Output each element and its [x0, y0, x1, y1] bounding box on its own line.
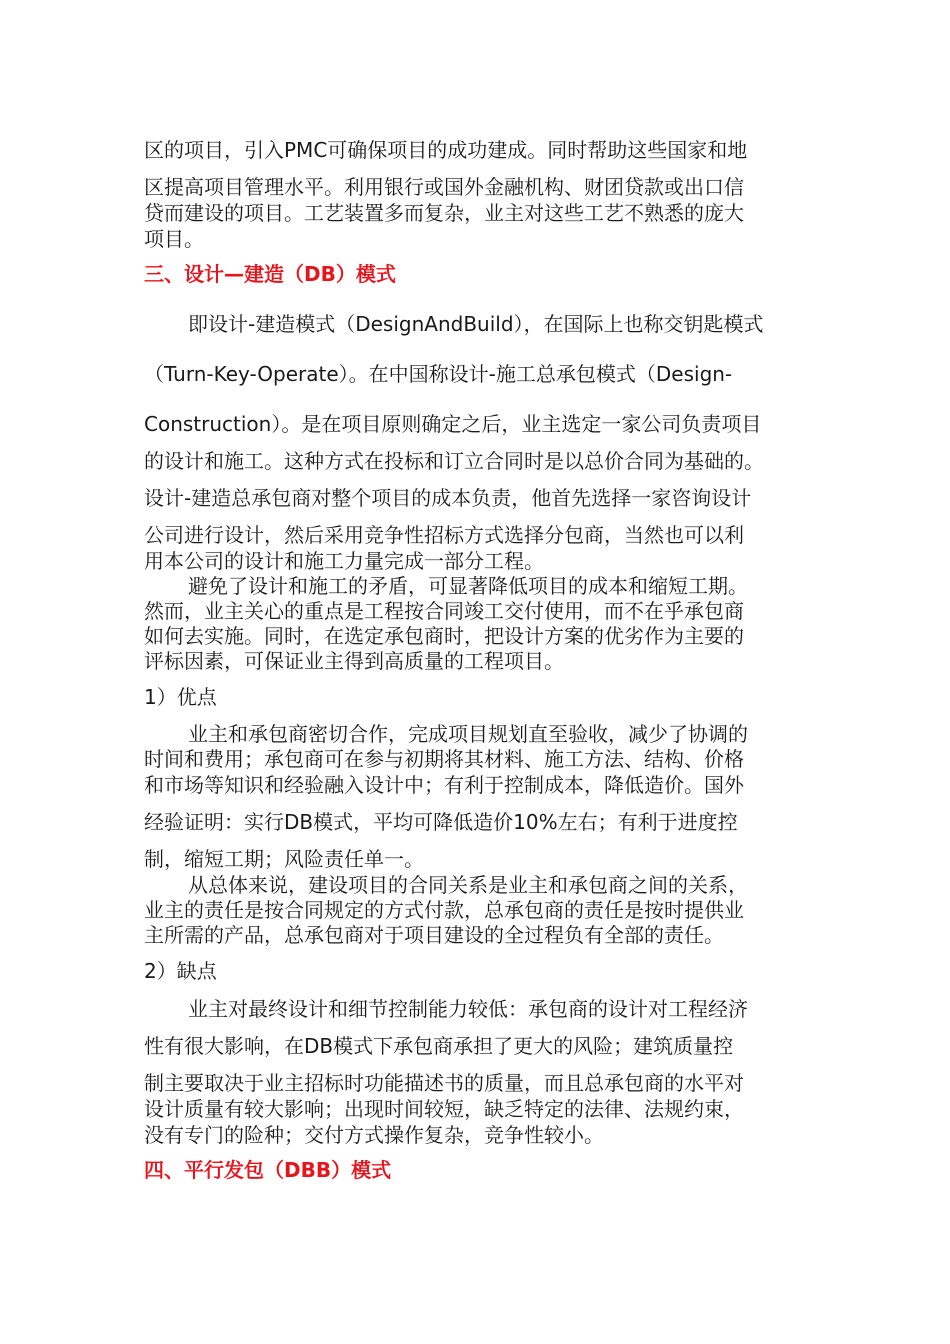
text-line: 业主对最终设计和细节控制能力较低：承包商的设计对工程经济 [188, 997, 748, 1021]
text-line: 评标因素，可保证业主得到高质量的工程项目。 [144, 649, 564, 673]
text-line: 用本公司的设计和施工力量完成一部分工程。 [144, 549, 544, 573]
text-line: 时间和费用；承包商可在参与初期将其材料、施工方法、结构、价格 [144, 747, 744, 771]
text-line: 制，缩短工期；风险责任单一。 [144, 847, 424, 871]
text-line: 如何去实施。同时，在选定承包商时，把设计方案的优劣作为主要的 [144, 624, 744, 648]
text-line: 设计质量有较大影响；出现时间较短，缺乏特定的法律、法规约束， [144, 1097, 744, 1121]
text-line: 业主和承包商密切合作，完成项目规划直至验收，减少了协调的 [188, 722, 748, 746]
text-line: 业主的责任是按合同规定的方式付款，总承包商的责任是按时提供业 [144, 898, 744, 922]
text-line: 区提高项目管理水平。利用银行或国外金融机构、财团贷款或出口信 [144, 175, 744, 199]
section-heading-db: 三、设计—建造（DB）模式 [144, 262, 396, 286]
text-line: 避免了设计和施工的矛盾，可显著降低项目的成本和缩短工期。 [188, 574, 748, 598]
text-line: 然而，业主关心的重点是工程按合同竣工交付使用，而不在乎承包商 [144, 599, 744, 623]
subheading-advantages: 1）优点 [144, 685, 217, 709]
text-line: 区的项目，引入PMC可确保项目的成功建成。同时帮助这些国家和地 [144, 138, 748, 162]
text-line: 贷而建设的项目。工艺装置多而复杂，业主对这些工艺不熟悉的庞大 [144, 201, 744, 225]
text-line: 即设计-建造模式（DesignAndBuild），在国际上也称交钥匙模式 [188, 312, 764, 336]
text-line: Construction）。是在项目原则确定之后，业主选定一家公司负责项目 [144, 412, 762, 436]
subheading-disadvantages: 2）缺点 [144, 959, 217, 983]
text-line: （Turn-Key-Operate）。在中国称设计-施工总承包模式（Design- [144, 362, 733, 386]
text-line: 项目。 [144, 227, 204, 251]
text-line: 的设计和施工。这种方式在投标和订立合同时是以总价合同为基础的。 [144, 449, 764, 473]
text-line: 设计-建造总承包商对整个项目的成本负责，他首先选择一家咨询设计 [144, 486, 752, 510]
section-heading-dbb: 四、平行发包（DBB）模式 [144, 1158, 392, 1182]
text-line: 主所需的产品，总承包商对于项目建设的全过程负有全部的责任。 [144, 923, 724, 947]
text-line: 制主要取决于业主招标时功能描述书的质量，而且总承包商的水平对 [144, 1071, 744, 1095]
text-line: 没有专门的险种；交付方式操作复杂，竞争性较小。 [144, 1123, 604, 1147]
text-line: 性有很大影响，在DB模式下承包商承担了更大的风险；建筑质量控 [144, 1034, 734, 1058]
text-line: 公司进行设计，然后采用竞争性招标方式选择分包商，当然也可以利 [144, 523, 744, 547]
text-line: 经验证明：实行DB模式，平均可降低造价10%左右；有利于进度控 [144, 810, 738, 834]
text-line: 从总体来说，建设项目的合同关系是业主和承包商之间的关系， [188, 873, 748, 897]
text-line: 和市场等知识和经验融入设计中；有利于控制成本，降低造价。国外 [144, 773, 744, 797]
